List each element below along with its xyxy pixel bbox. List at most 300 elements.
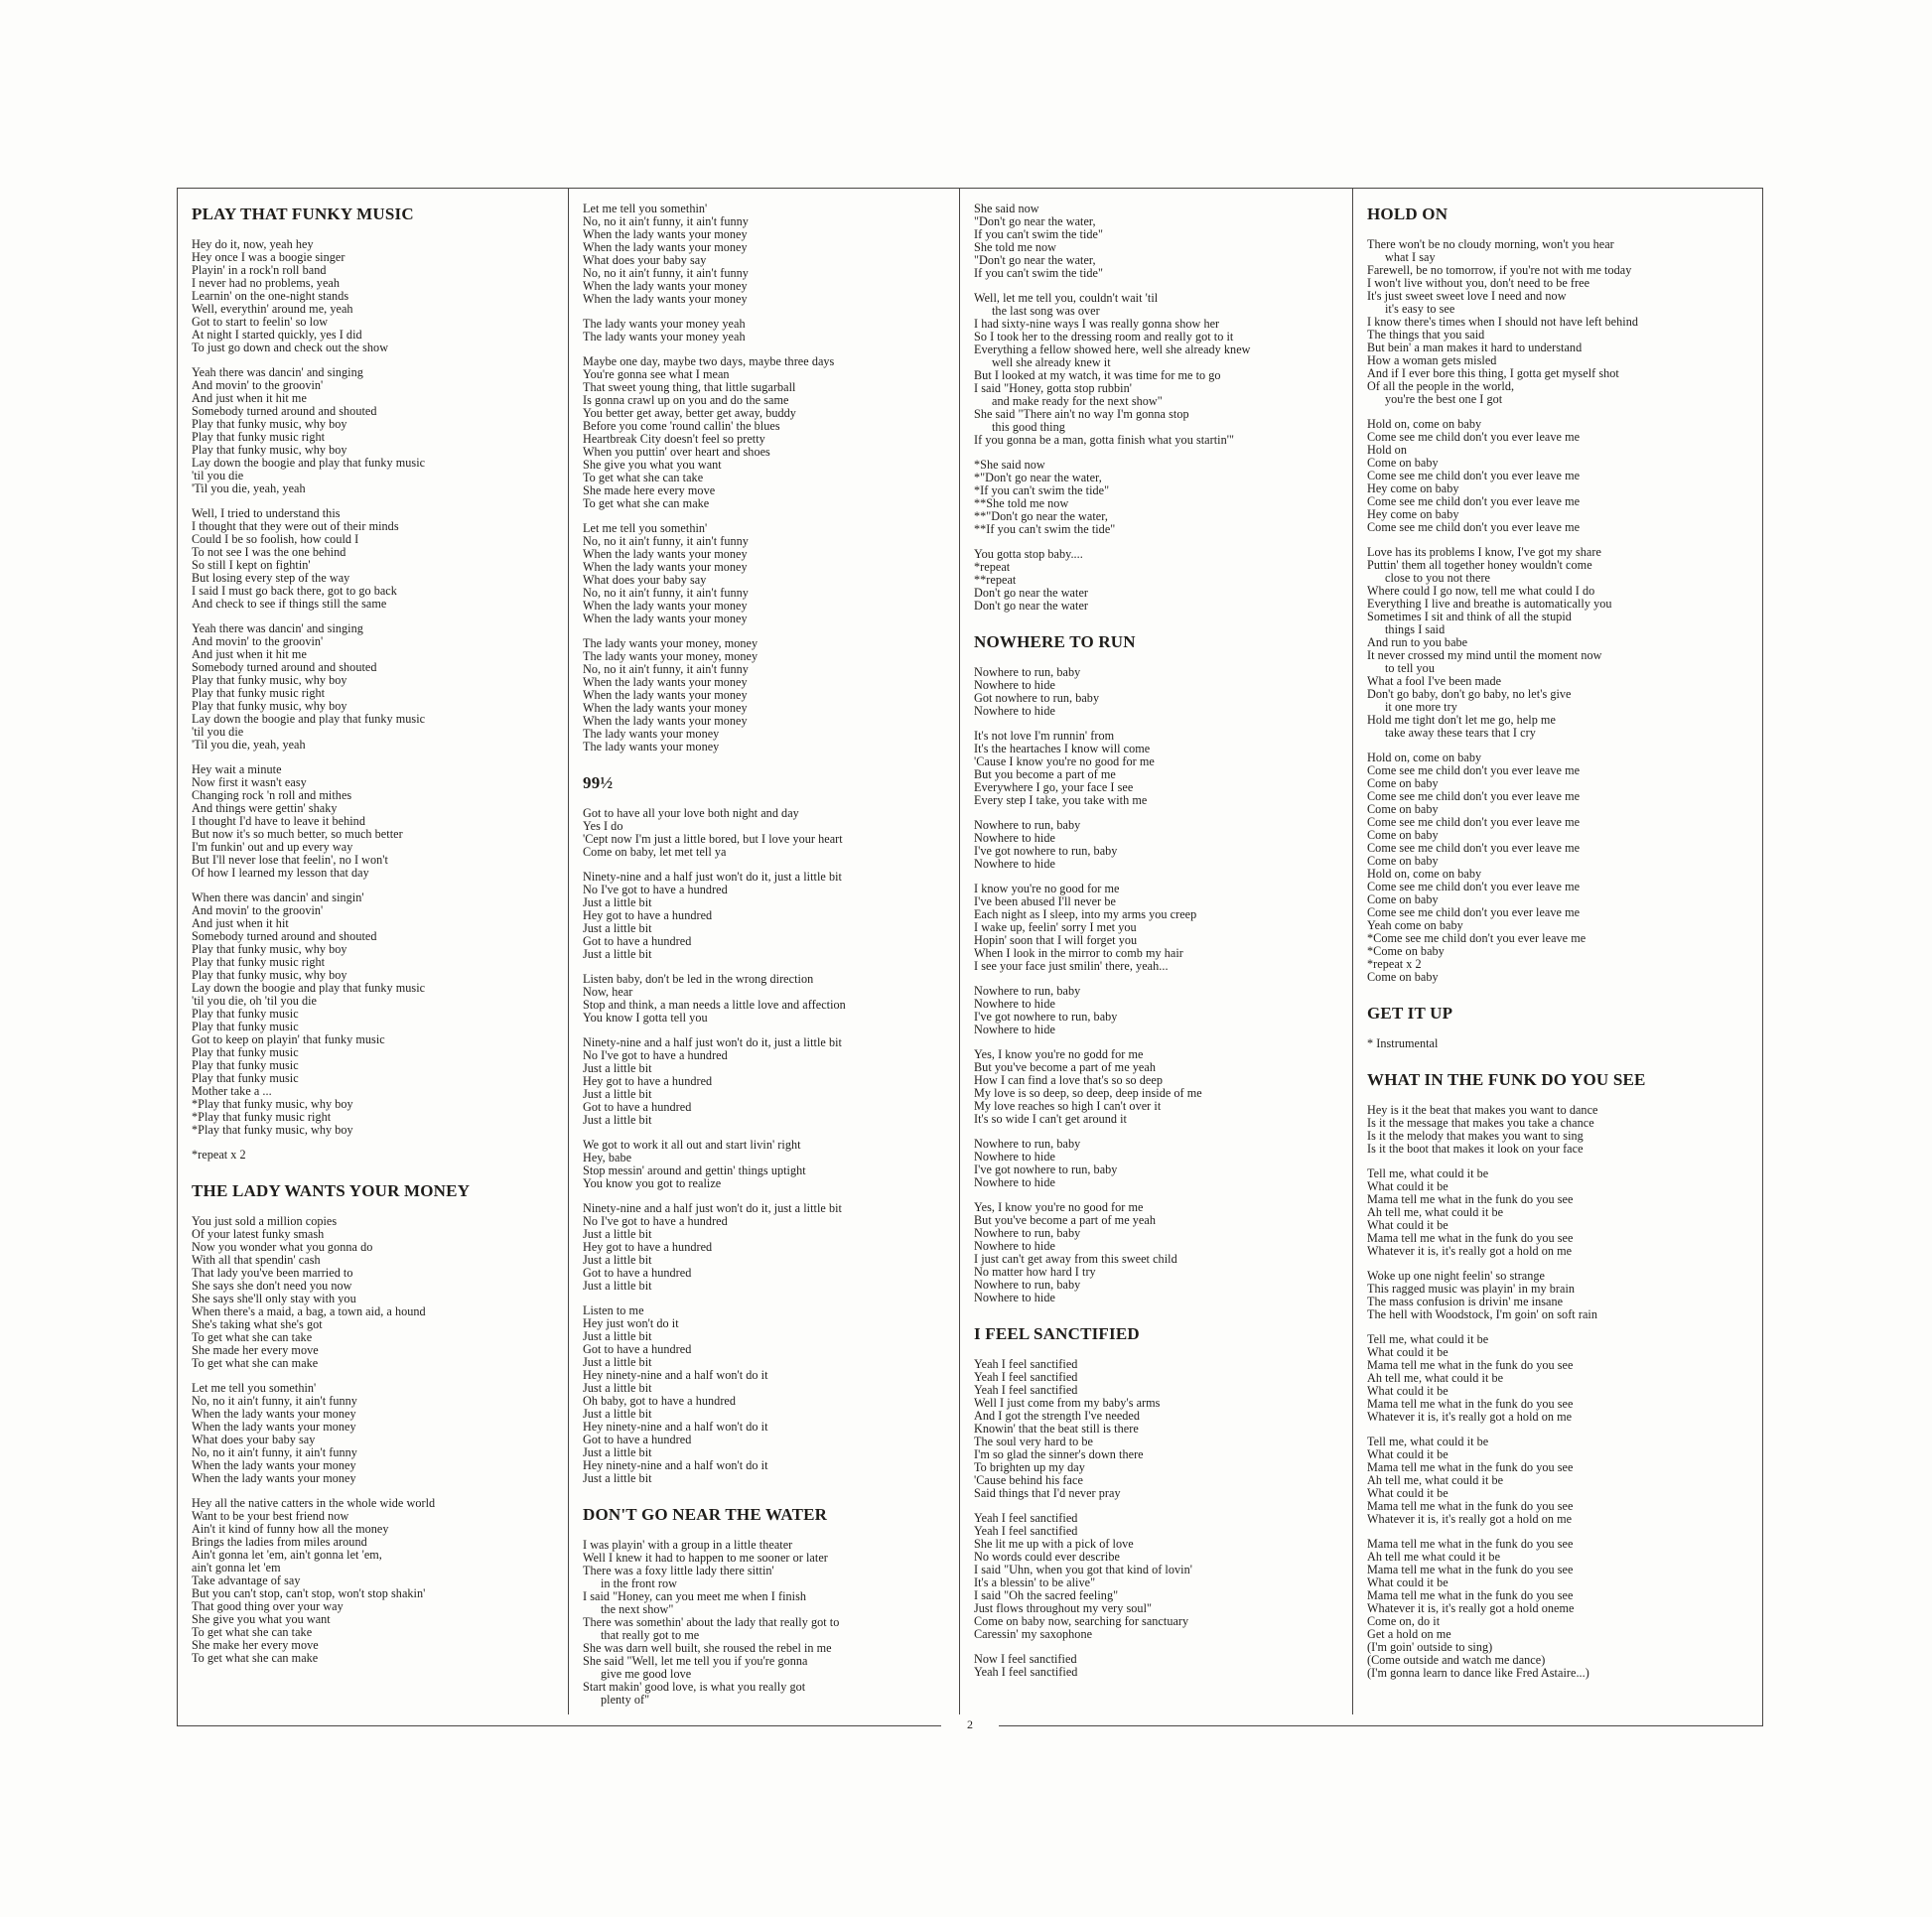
song-block (974, 1324, 1345, 1679)
lyric-line: No, no it ain't funny, it ain't funny (583, 266, 749, 280)
lyric-stanza (583, 871, 952, 961)
lyric-stanza (1367, 238, 1757, 406)
lyric-line: Hold on, come on baby (1367, 867, 1482, 881)
lyric-line: you're the best one I got (1385, 392, 1503, 406)
lyric-line: "Don't go near the water, (974, 253, 1096, 267)
lyric-line: When the lady wants your money (583, 599, 748, 613)
lyric-line: Hey, babe (583, 1151, 632, 1164)
lyric-line: Tell me, what could it be (1367, 1332, 1489, 1346)
lyric-line: I see your face just smilin' there, yeah... (974, 959, 1169, 973)
lyric-line: And movin' to the groovin' (192, 378, 324, 392)
lyric-line: Got to have a hundred (583, 1433, 692, 1446)
lyric-line: Hey got to have a hundred (583, 1240, 713, 1254)
lyric-line: Nowhere to run, baby (974, 665, 1081, 679)
lyric-line: Everything a fellow showed here, well she already knew (974, 342, 1251, 356)
lyric-line: Somebody turned around and shouted (192, 660, 377, 674)
lyric-line: Ah tell me what could it be (1367, 1550, 1501, 1564)
lyric-line: 'til you die, oh 'til you die (192, 994, 318, 1008)
lyric-line: When the lady wants your money (583, 675, 748, 689)
lyric-line: Come see me child don't you ever leave me (1367, 905, 1581, 919)
lyric-stanza (974, 666, 1345, 718)
lyric-stanza (974, 730, 1345, 807)
lyric-line: Well I knew it had to happen to me sooner or later (583, 1551, 828, 1565)
lyric-line: Whatever it is, it's really got a hold on me (1367, 1244, 1573, 1258)
lyric-line: Got to start to feelin' so low (192, 315, 329, 329)
lyric-line: Could I be so foolish, how could I (192, 532, 359, 546)
lyric-line: But now it's so much better, so much better (192, 827, 403, 841)
song-block (192, 1181, 561, 1665)
lyric-line: *She said now (974, 458, 1045, 472)
lyric-line: When I look in the mirror to comb my hair (974, 946, 1183, 960)
lyric-line: But you become a part of me (974, 767, 1116, 781)
lyric-line: * Instrumental (1367, 1036, 1439, 1050)
lyric-line: When you puttin' over heart and shoes (583, 445, 770, 459)
lyric-line: Want to be your best friend now (192, 1509, 349, 1523)
lyric-line: And if I ever bore this thing, I gotta get myself shot (1367, 366, 1619, 380)
lyric-line: She said now (974, 202, 1039, 215)
lyric-line: Got to have a hundred (583, 1100, 692, 1114)
lyric-line: What could it be (1367, 1486, 1449, 1500)
lyric-line: to tell you (1385, 661, 1435, 675)
lyric-stanza (974, 548, 1345, 613)
lyric-line: But bein' a man makes it hard to understand (1367, 341, 1583, 354)
lyric-line: She was darn well built, she roused the rebel in me (583, 1641, 832, 1655)
song-block (192, 205, 561, 1162)
lyric-line: When the lady wants your money (583, 714, 748, 728)
lyric-line: No words could ever describe (974, 1550, 1120, 1564)
lyric-line: Let me tell you somethin' (583, 202, 708, 215)
lyric-line: Ninety-nine and a half just won't do it, just a little bit (583, 1201, 842, 1215)
lyric-line: Whatever it is, it's really got a hold on me (1367, 1512, 1573, 1526)
lyric-line: Ah tell me, what could it be (1367, 1473, 1504, 1487)
lyric-line: Tell me, what could it be (1367, 1435, 1489, 1448)
lyric-line: When the lady wants your money (583, 688, 748, 702)
lyric-line: Play that funky music, why boy (192, 673, 347, 687)
lyric-line: The lady wants your money (583, 727, 720, 741)
lyric-line: Hey ninety-nine and a half won't do it (583, 1368, 768, 1382)
lyric-line: What could it be (1367, 1218, 1449, 1232)
lyric-line: Just a little bit (583, 947, 652, 961)
lyric-line: Just flows throughout my very soul" (974, 1601, 1153, 1615)
lyric-line: Knowin' that the beat still is there (974, 1422, 1139, 1436)
lyric-stanza (1367, 546, 1757, 740)
lyric-line: That lady you've been married to (192, 1266, 353, 1280)
lyric-line: Come on baby (1367, 776, 1439, 790)
lyric-line: When the lady wants your money (583, 279, 748, 293)
lyric-line: She says she don't need you now (192, 1279, 352, 1293)
lyric-line: Got to have a hundred (583, 934, 692, 948)
lyric-stanza (583, 973, 952, 1025)
lyric-line: Play that funky music right (192, 430, 326, 444)
lyric-line: The lady wants your money, money (583, 649, 759, 663)
lyric-line: Ain't gonna let 'em, ain't gonna let 'em, (192, 1548, 382, 1562)
lyric-line: Everything I live and breathe is automatically you (1367, 597, 1612, 611)
lyric-line: You know I gotta tell you (583, 1011, 708, 1025)
lyric-line: Mama tell me what in the funk do you see (1367, 1588, 1574, 1602)
lyric-line: *Come on baby (1367, 944, 1445, 958)
lyric-line: Play that funky music, why boy (192, 942, 347, 956)
lyric-line: Yeah there was dancin' and singing (192, 621, 363, 635)
lyric-line: Lay down the boogie and play that funky music (192, 712, 426, 726)
lyric-line: the last song was over (992, 304, 1100, 318)
lyric-line: (Come outside and watch me dance) (1367, 1653, 1546, 1667)
lyric-line: Everywhere I go, your face I see (974, 780, 1134, 794)
lyric-line: Learnin' on the one-night stands (192, 289, 349, 303)
lyric-line: If you can't swim the tide" (974, 227, 1104, 241)
lyric-line: Yeah I feel sanctified (974, 1665, 1078, 1679)
song-block (1367, 1004, 1757, 1050)
lyric-line: Woke up one night feelin' so strange (1367, 1269, 1546, 1283)
lyric-stanza (192, 1215, 561, 1370)
lyric-line: But you can't stop, can't stop, won't stop shakin' (192, 1586, 426, 1600)
lyric-line: What does your baby say (192, 1433, 316, 1446)
lyric-line: I'm so glad the sinner's down there (974, 1447, 1144, 1461)
lyric-line: Come on baby (1367, 802, 1439, 816)
lyric-line: take away these tears that I cry (1385, 726, 1536, 740)
lyric-line: (I'm gonna learn to dance like Fred Astaire...) (1367, 1666, 1589, 1680)
lyric-line: She's taking what she's got (192, 1317, 323, 1331)
lyric-line: We got to work it all out and start livin' right (583, 1138, 801, 1152)
lyric-line: Is it the melody that makes you want to sing (1367, 1129, 1584, 1143)
lyric-stanza (974, 1138, 1345, 1189)
lyric-line: "Don't go near the water, (974, 214, 1096, 228)
lyric-line: I said "Honey, can you meet me when I finish (583, 1589, 807, 1603)
lyric-line: When the lady wants your money (192, 1420, 356, 1434)
lyric-line: Just a little bit (583, 1329, 652, 1343)
lyric-stanza (192, 507, 561, 611)
lyric-line: She told me now (974, 240, 1057, 254)
lyric-stanza (192, 1382, 561, 1485)
lyric-line: **If you can't swim the tide" (974, 522, 1116, 536)
lyric-line: Well, everythin' around me, yeah (192, 302, 353, 316)
lyric-line: Ah tell me, what could it be (1367, 1205, 1504, 1219)
lyric-stanza (192, 1497, 561, 1665)
lyric-line: To get what she can make (583, 496, 710, 510)
lyric-line: Whatever it is, it's really got a hold oneme (1367, 1601, 1575, 1615)
lyric-line: Just a little bit (583, 1279, 652, 1293)
lyric-line: But I'll never lose that feelin', no I won't (192, 853, 388, 867)
lyric-line: So still I kept on fightin' (192, 558, 311, 572)
lyric-line: Play that funky music, why boy (192, 968, 347, 982)
song-title: PLAY THAT FUNKY MUSIC (192, 205, 414, 223)
lyric-line: Now you wonder what you gonna do (192, 1240, 373, 1254)
lyric-line: When the lady wants your money (583, 240, 748, 254)
lyric-line: Well, let me tell you, couldn't wait 'til (974, 291, 1159, 305)
lyric-line: At night I started quickly, yes I did (192, 328, 362, 342)
lyric-line: Come on, do it (1367, 1614, 1441, 1628)
lyric-stanza (583, 1202, 952, 1293)
song-title: WHAT IN THE FUNK DO YOU SEE (1367, 1070, 1646, 1089)
lyric-line: Nowhere to run, baby (974, 984, 1081, 998)
lyric-line: Just a little bit (583, 1445, 652, 1459)
lyric-line: And check to see if things still the same (192, 597, 387, 611)
song-title: HOLD ON (1367, 205, 1449, 223)
lyric-line: Play that funky music, why boy (192, 417, 347, 431)
lyric-line: ain't gonna let 'em (192, 1561, 281, 1575)
lyric-line: 'Cept now I'm just a little bored, but I love your heart (583, 832, 843, 846)
lyric-line: Yeah I feel sanctified (974, 1357, 1078, 1371)
lyric-line: Play that funky music, why boy (192, 699, 347, 713)
song-title: NOWHERE TO RUN (974, 632, 1136, 651)
lyric-line: You know you got to realize (583, 1176, 722, 1190)
lyric-line: Don't go near the water (974, 586, 1089, 600)
lyric-line: *repeat x 2 (192, 1148, 246, 1162)
song-block (583, 1505, 952, 1707)
lyric-line: Stop and think, a man needs a little love and affection (583, 998, 846, 1012)
page-number: 2 (967, 1717, 973, 1731)
lyric-line: Hey got to have a hundred (583, 908, 713, 922)
lyric-line: No, no it ain't funny, it ain't funny (583, 214, 749, 228)
lyric-line: Got to have a hundred (583, 1266, 692, 1280)
lyric-line: Come see me child don't you ever leave me (1367, 815, 1581, 829)
lyric-line: I said I must go back there, got to go back (192, 584, 397, 598)
lyric-stanza (974, 1048, 1345, 1126)
lyric-line: When the lady wants your money (192, 1407, 356, 1421)
lyric-line: When the lady wants your money (192, 1458, 356, 1472)
lyric-stanza (583, 318, 952, 343)
lyric-line: It's just sweet sweet love I need and now (1367, 289, 1567, 303)
lyric-line: Come on baby (1367, 828, 1439, 842)
lyric-line: Each night as I sleep, into my arms you creep (974, 907, 1197, 921)
lyric-line: Hey got to have a hundred (583, 1074, 713, 1088)
lyric-line: And just when it hit (192, 916, 289, 930)
lyric-line: close to you not there (1385, 571, 1491, 585)
lyric-line: Play that funky music (192, 1020, 299, 1033)
lyric-line: To get what she can make (192, 1356, 319, 1370)
lyric-line: I said "Oh the sacred feeling" (974, 1588, 1119, 1602)
lyric-line: But you've become a part of me yeah (974, 1060, 1156, 1074)
lyric-line: But you've become a part of me yeah (974, 1213, 1156, 1227)
lyric-line: Lay down the boogie and play that funky music (192, 981, 426, 995)
lyric-line: When there was dancin' and singin' (192, 890, 364, 904)
lyric-line: I've got nowhere to run, baby (974, 844, 1118, 858)
lyric-line: 'til you die (192, 725, 244, 739)
lyric-line: To get what she can take (192, 1330, 313, 1344)
lyric-line: well she already knew it (992, 355, 1111, 369)
lyric-line: When the lady wants your money (583, 547, 748, 561)
lyric-line: What could it be (1367, 1345, 1449, 1359)
lyric-line: And just when it hit me (192, 647, 307, 661)
lyric-line: Hey ninety-nine and a half won't do it (583, 1458, 768, 1472)
lyric-line: And movin' to the groovin' (192, 634, 324, 648)
lyric-stanza (974, 203, 1345, 280)
lyric-line: this good thing (992, 420, 1065, 434)
lyric-line: Well I just come from my baby's arms (974, 1396, 1161, 1410)
lyric-line: Come see me child don't you ever leave me (1367, 763, 1581, 777)
lyric-line: Is it the boot that makes it look on your face (1367, 1142, 1584, 1156)
lyric-line: *Play that funky music, why boy (192, 1097, 353, 1111)
lyric-line: I know you're no good for me (974, 882, 1120, 895)
lyric-line: what I say (1385, 250, 1436, 264)
lyric-line: To get what she can take (583, 471, 704, 484)
lyric-line: No, no it ain't funny, it ain't funny (583, 586, 749, 600)
lyric-line: Just a little bit (583, 1471, 652, 1485)
lyric-line: I said "Honey, gotta stop rubbin' (974, 381, 1132, 395)
lyric-line: When the lady wants your money (583, 292, 748, 306)
lyric-line: Mama tell me what in the funk do you see (1367, 1397, 1574, 1411)
lyric-line: Farewell, be no tomorrow, if you're not with me today (1367, 263, 1632, 277)
lyric-line: Just a little bit (583, 1253, 652, 1267)
lyric-line: And things were gettin' shaky (192, 801, 338, 815)
lyric-line: I had sixty-nine ways I was really gonna show her (974, 317, 1220, 331)
lyric-line: The things that you said (1367, 328, 1485, 342)
lyric-line: What does your baby say (583, 253, 707, 267)
lyric-stanza (1367, 1104, 1757, 1156)
lyric-line: Caressin' my saxophone (974, 1627, 1093, 1641)
lyric-line: Said things that I'd never pray (974, 1486, 1121, 1500)
lyric-line: I thought that they were out of their minds (192, 519, 399, 533)
lyric-line: There was somethin' about the lady that really got to (583, 1615, 840, 1629)
lyric-line: When the lady wants your money (192, 1471, 356, 1485)
lyric-line: She lit me up with a pick of love (974, 1537, 1134, 1551)
lyric-line: Of how I learned my lesson that day (192, 866, 369, 880)
lyric-stanza (583, 1139, 952, 1190)
lyric-line: She made her every move (192, 1343, 319, 1357)
lyric-line: There was a foxy little lady there sittin' (583, 1564, 774, 1577)
lyric-line: Mama tell me what in the funk do you see (1367, 1563, 1574, 1576)
lyric-line: Yes, I know you're no good for me (974, 1200, 1144, 1214)
lyric-line: You just sold a million copies (192, 1214, 338, 1228)
lyric-line: Come see me child don't you ever leave me (1367, 841, 1581, 855)
lyric-line: Just a little bit (583, 1113, 652, 1127)
lyric-stanza (974, 819, 1345, 871)
lyric-line: Hey just won't do it (583, 1316, 679, 1330)
lyric-line: The lady wants your money yeah (583, 330, 746, 343)
lyric-line: You're gonna see what I mean (583, 367, 730, 381)
lyric-line: She made here every move (583, 483, 716, 497)
lyric-line: If you gonna be a man, gotta finish what you startin'" (974, 433, 1235, 447)
lyric-line: Is it the message that makes you take a chance (1367, 1116, 1594, 1130)
lyric-line: Of all the people in the world, (1367, 379, 1515, 393)
lyric-line: *If you can't swim the tide" (974, 483, 1110, 497)
lyric-line: If you can't swim the tide" (974, 266, 1104, 280)
lyric-line: give me good love (601, 1667, 692, 1681)
lyric-stanza (974, 1201, 1345, 1304)
lyric-line: Yes I do (583, 819, 623, 833)
lyric-line: (I'm goin' outside to sing) (1367, 1640, 1493, 1654)
lyric-line: Nowhere to hide (974, 1291, 1055, 1304)
lyric-line: What could it be (1367, 1384, 1449, 1398)
lyric-stanza (192, 891, 561, 1137)
lyric-line: Hey do it, now, yeah hey (192, 237, 314, 251)
lyric-stanza (583, 1539, 952, 1707)
lyric-line: The lady wants your money (583, 740, 720, 753)
lyric-line: You gotta stop baby.... (974, 547, 1083, 561)
lyric-line: 'Til you die, yeah, yeah (192, 738, 306, 752)
lyric-line: Come see me child don't you ever leave me (1367, 494, 1581, 508)
lyric-stanza (192, 366, 561, 495)
lyric-line: Let me tell you somethin' (192, 1381, 317, 1395)
lyric-line: Lay down the boogie and play that funky music (192, 456, 426, 470)
song-block (974, 203, 1345, 613)
lyric-line: I've been abused I'll never be (974, 894, 1116, 908)
lyric-line: And I got the strength I've needed (974, 1409, 1141, 1423)
lyric-line: You better get away, better get away, buddy (583, 406, 796, 420)
lyric-line: The lady wants your money yeah (583, 317, 746, 331)
lyric-line: the next show" (601, 1602, 674, 1616)
lyric-line: With all that spendin' cash (192, 1253, 321, 1267)
lyric-line: Yeah there was dancin' and singing (192, 365, 363, 379)
lyric-line: Puttin' them all together honey wouldn't come (1367, 558, 1592, 572)
lyric-line: I thought I'd have to leave it behind (192, 814, 365, 828)
lyric-line: Come on baby (1367, 970, 1439, 984)
lyric-line: It's a blessin' to be alive" (974, 1575, 1096, 1589)
lyric-line: Hey come on baby (1367, 481, 1459, 495)
lyric-line: Hey wait a minute (192, 762, 282, 776)
lyric-line: Nowhere to hide (974, 831, 1055, 845)
lyric-line: So I took her to the dressing room and really got to it (974, 330, 1234, 343)
lyric-line: Of your latest funky smash (192, 1227, 325, 1241)
lyric-stanza (583, 1036, 952, 1127)
lyric-stanza (974, 459, 1345, 536)
lyric-line: There won't be no cloudy morning, won't you hear (1367, 237, 1614, 251)
lyric-line: Play that funky music (192, 1058, 299, 1072)
lyric-line: Play that funky music, why boy (192, 443, 347, 457)
lyric-line: Nowhere to hide (974, 1239, 1055, 1253)
lyric-line: She said "Well, let me tell you if you're gonna (583, 1654, 808, 1668)
lyric-line: Just a little bit (583, 1355, 652, 1369)
lyric-line: And run to you babe (1367, 635, 1468, 649)
lyric-line: Ninety-nine and a half just won't do it, just a little bit (583, 1035, 842, 1049)
lyric-line: Hold on (1367, 443, 1407, 457)
lyric-stanza (192, 238, 561, 354)
lyric-line: I just can't get away from this sweet child (974, 1252, 1177, 1266)
lyric-line: Listen baby, don't be led in the wrong direction (583, 972, 814, 986)
lyric-line: Every step I take, you take with me (974, 793, 1148, 807)
lyric-line: Play that funky music (192, 1071, 299, 1085)
song-block (974, 632, 1345, 1304)
lyric-line: She give you what you want (583, 458, 722, 472)
lyric-line: No I've got to have a hundred (583, 1048, 728, 1062)
lyric-line: Play that funky music right (192, 686, 326, 700)
lyric-line: What could it be (1367, 1179, 1449, 1193)
page-footer (177, 1717, 1763, 1733)
lyric-line: It's so wide I can't get around it (974, 1112, 1127, 1126)
lyric-line: No I've got to have a hundred (583, 1214, 728, 1228)
lyric-line: Play that funky music (192, 1045, 299, 1059)
lyric-line: Where could I go now, tell me what could I do (1367, 584, 1595, 598)
lyric-line: Mama tell me what in the funk do you see (1367, 1537, 1574, 1551)
lyric-line: **"Don't go near the water, (974, 509, 1108, 523)
lyric-line: Come see me child don't you ever leave me (1367, 520, 1581, 534)
lyric-line: I've got nowhere to run, baby (974, 1010, 1118, 1024)
lyric-line: Tell me, what could it be (1367, 1166, 1489, 1180)
lyric-line: Nowhere to hide (974, 678, 1055, 692)
lyric-line: To get what she can take (192, 1625, 313, 1639)
lyric-line: But losing every step of the way (192, 571, 350, 585)
lyric-line: Somebody turned around and shouted (192, 404, 377, 418)
lyric-stanza (974, 883, 1345, 973)
lyric-line: The soul very hard to be (974, 1435, 1093, 1448)
lyric-line: Come see me child don't you ever leave me (1367, 430, 1581, 444)
lyric-stanza (1367, 1436, 1757, 1526)
lyric-line: Come on baby (1367, 892, 1439, 906)
lyric-line: What a fool I've been made (1367, 674, 1502, 688)
lyric-line: Stop messin' around and gettin' things uptight (583, 1164, 806, 1177)
song-title: GET IT UP (1367, 1004, 1453, 1023)
lyric-line: To not see I was the one behind (192, 545, 346, 559)
lyric-line: Yeah I feel sanctified (974, 1511, 1078, 1525)
lyric-line: When the lady wants your money (583, 227, 748, 241)
lyric-line: Just a little bit (583, 1407, 652, 1421)
lyric-line: Changing rock 'n roll and mithes (192, 788, 352, 802)
lyric-line: Yeah I feel sanctified (974, 1383, 1078, 1397)
lyric-line: Come on baby now, searching for sanctuary (974, 1614, 1189, 1628)
lyric-line: Nowhere to run, baby (974, 1137, 1081, 1151)
lyric-stanza (192, 622, 561, 752)
lyric-line: Maybe one day, maybe two days, maybe three days (583, 354, 835, 368)
lyric-line: Now I feel sanctified (974, 1652, 1077, 1666)
